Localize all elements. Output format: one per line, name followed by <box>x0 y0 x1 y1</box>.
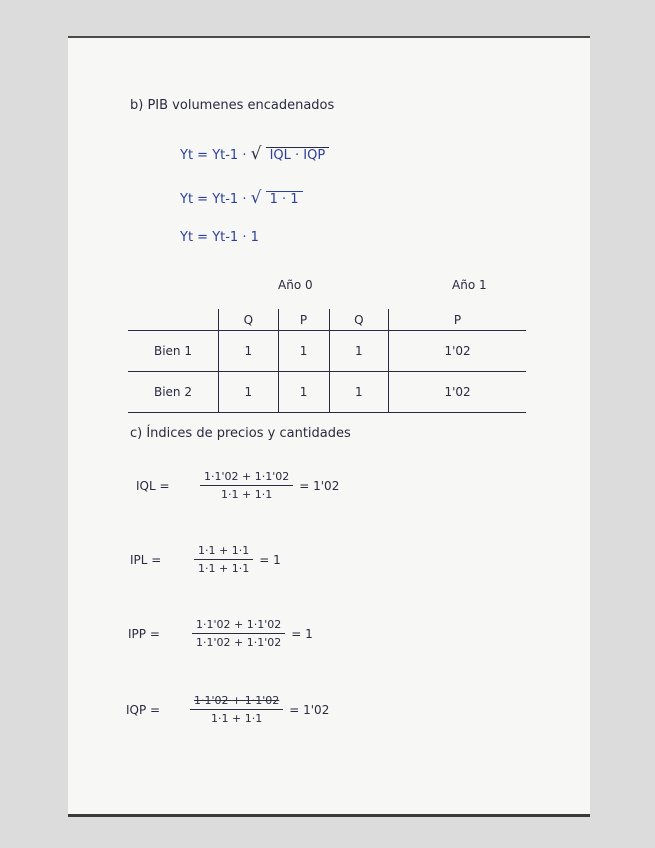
ipp-denominator: 1·1'02 + 1·1'02 <box>196 636 282 649</box>
table-cell: 1'02 <box>389 331 526 372</box>
iqp-numerator: 1·1'02 + 1·1'02 <box>194 694 280 707</box>
equation-2 <box>180 188 303 208</box>
equation-3: Yt = Yt-1 · 1 <box>180 230 259 245</box>
row-label: Bien 1 <box>128 331 219 372</box>
column-header: P <box>389 309 526 331</box>
sqrt-icon: √ <box>250 188 262 208</box>
iql-result: = 1'02 <box>299 478 340 493</box>
iqp-label: IQP = <box>126 702 161 717</box>
ipp-result: = 1 <box>291 626 313 641</box>
document-page <box>68 36 590 817</box>
column-header: P <box>278 309 329 331</box>
year-0-label: Año 0 <box>278 278 313 292</box>
table-row <box>128 372 526 413</box>
sqrt-icon: √ <box>250 144 262 164</box>
table-cell: 1 <box>278 372 329 413</box>
ipl-label: IPL = <box>130 552 162 567</box>
equation-2-lhs: Yt = Yt-1 · <box>180 192 247 207</box>
equation-1-lhs: Yt = Yt-1 · <box>180 148 247 163</box>
table-header-row <box>128 309 526 331</box>
iqp-denominator: 1·1 + 1·1 <box>211 712 263 725</box>
ipp-numerator: 1·1'02 + 1·1'02 <box>196 618 282 631</box>
table-cell: 1 <box>329 372 389 413</box>
section-c-heading: c) Índices de precios y cantidades <box>130 426 351 441</box>
iqp-result: = 1'02 <box>289 702 330 717</box>
ipp-label: IPP = <box>128 626 160 641</box>
iql-denominator: 1·1 + 1·1 <box>221 488 273 501</box>
iqp-fraction <box>190 694 283 725</box>
ipl-denominator: 1·1 + 1·1 <box>198 562 250 575</box>
ipl-result: = 1 <box>259 552 281 567</box>
table-cell: 1 <box>329 331 389 372</box>
row-label: Bien 2 <box>128 372 219 413</box>
column-header: Q <box>219 309 279 331</box>
table-corner <box>128 309 219 331</box>
equation-1-radicand: IQL · IQP <box>266 147 330 163</box>
column-header: Q <box>329 309 389 331</box>
year-1-label: Año 1 <box>452 278 487 292</box>
table-cell: 1 <box>278 331 329 372</box>
iqp-formula <box>126 694 329 725</box>
ipp-formula <box>128 618 313 649</box>
table-cell: 1 <box>219 331 279 372</box>
iql-label: IQL = <box>136 478 170 493</box>
iql-fraction <box>200 470 293 501</box>
equation-1 <box>180 144 329 164</box>
ipp-fraction <box>192 618 285 649</box>
table-cell: 1 <box>219 372 279 413</box>
section-b-heading: b) PIB volumenes encadenados <box>130 98 335 113</box>
ipl-formula <box>130 544 281 575</box>
goods-table <box>128 309 526 413</box>
ipl-numerator: 1·1 + 1·1 <box>198 544 250 557</box>
table-cell: 1'02 <box>389 372 526 413</box>
equation-2-radicand: 1 · 1 <box>266 191 303 207</box>
ipl-fraction <box>194 544 253 575</box>
table-row <box>128 331 526 372</box>
iql-numerator: 1·1'02 + 1·1'02 <box>204 470 290 483</box>
iql-formula <box>136 470 339 501</box>
